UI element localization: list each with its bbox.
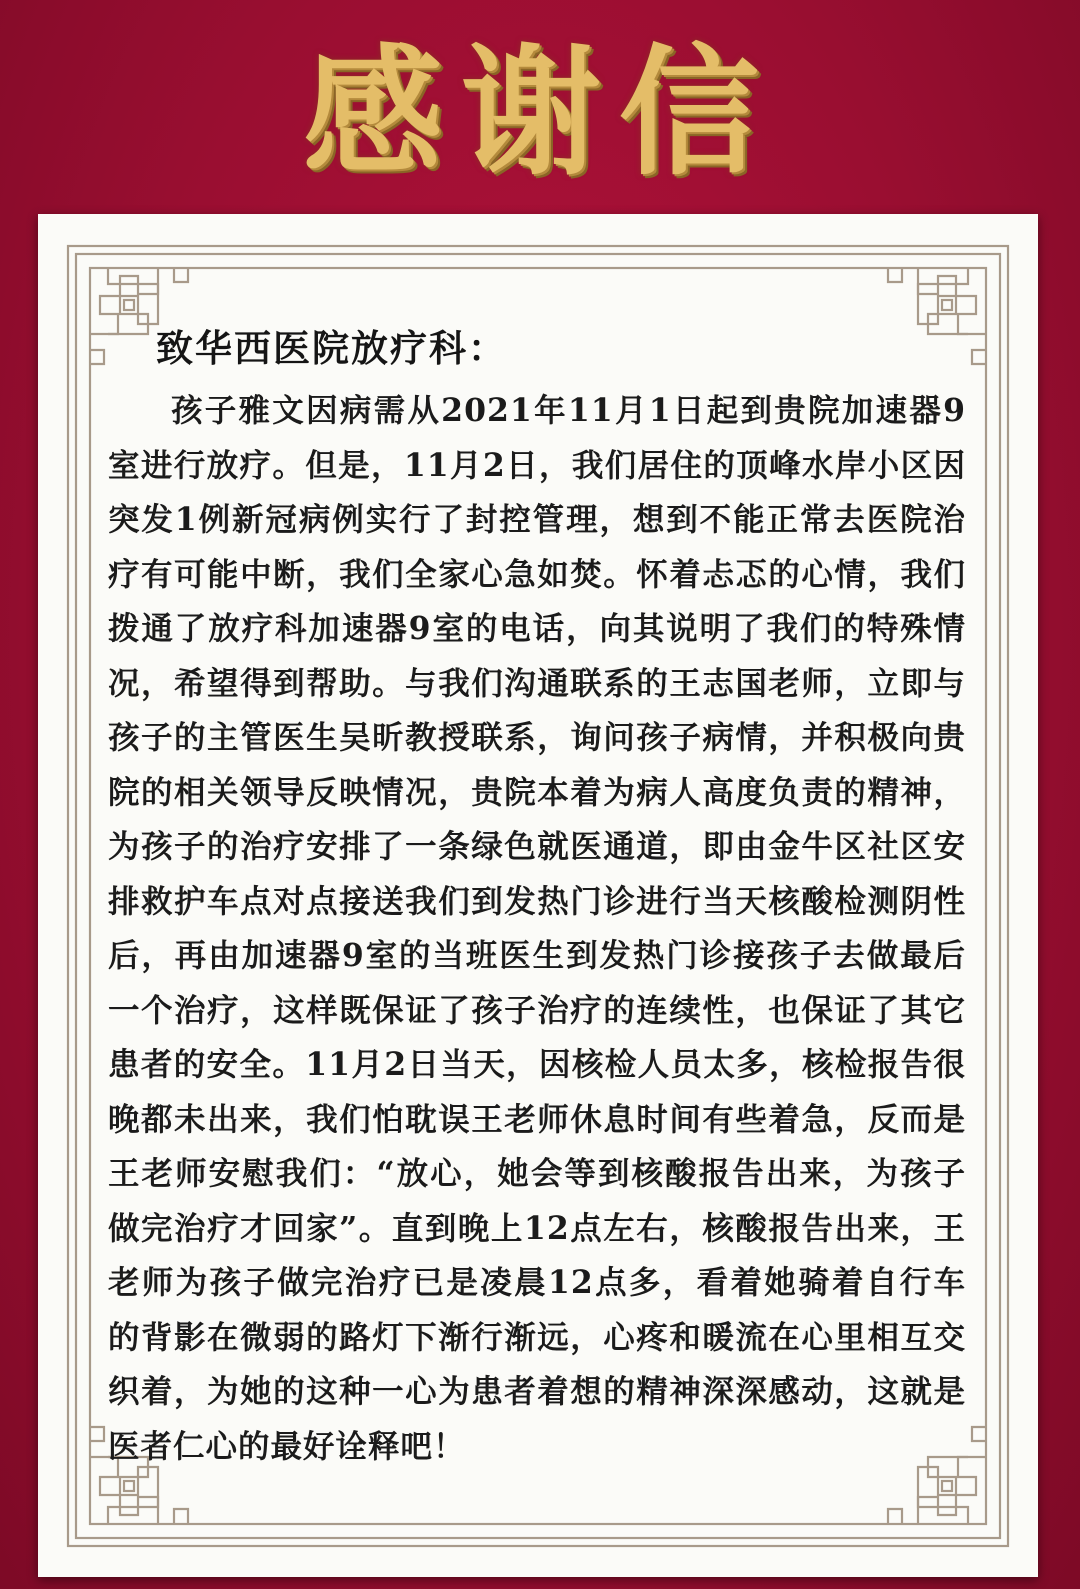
salutation: 致华西医院放疗科： — [156, 326, 507, 370]
letter-body: 孩子雅文因病需从2021年11月1日起到贵院加速器9室进行放疗。但是，11月2日，我们居住的顶峰水岸小区因突发1例新冠病例实行了封控管理，想到不能正常去医院治疗有可能中断，我们全家心急如焚。怀着忐忑的心情，我们拨通了放疗科加速器9室的电话，向其说明了我们的特殊情况，希望得到帮助。与我们沟通联系的王志国老师，立即与孩子的主管医生吴昕教授联系，询问孩子病情，并积极向贵院的相关领导反映情况，贵院本着为病人高度负责的精神，为孩子的治疗安排了一条绿色就医通道，即由金牛区社区安排救护车点对点接送我们到发热门诊进行当天核酸检测阴性后，再由加速器9室的当班医生到发热门诊接孩子去做最后一个治疗，这样既保证了孩子治疗的连续性，也保证了其它患者的安全。11月2日当天，因核检人员太多，核检报告很晚都未出来，我们怕耽误王老师休息时间有些着急，反而是王老师安慰我们：“放心，她会等到核酸报告出来，为孩子做完治疗才回家”。直到晚上12点左右，核酸报告出来，王老师为孩子做完治疗已是凌晨12点多，看着她骑着自行车的背影在微弱的路灯下渐行渐远，心疼和暖流在心里相互交织着，为她的这种一心为患者着想的精神深深感动，这就是医者仁心的最好诠释吧！ — [108, 392, 966, 1465]
title: 感谢信 — [302, 31, 777, 195]
letter-paper — [38, 214, 1038, 1577]
